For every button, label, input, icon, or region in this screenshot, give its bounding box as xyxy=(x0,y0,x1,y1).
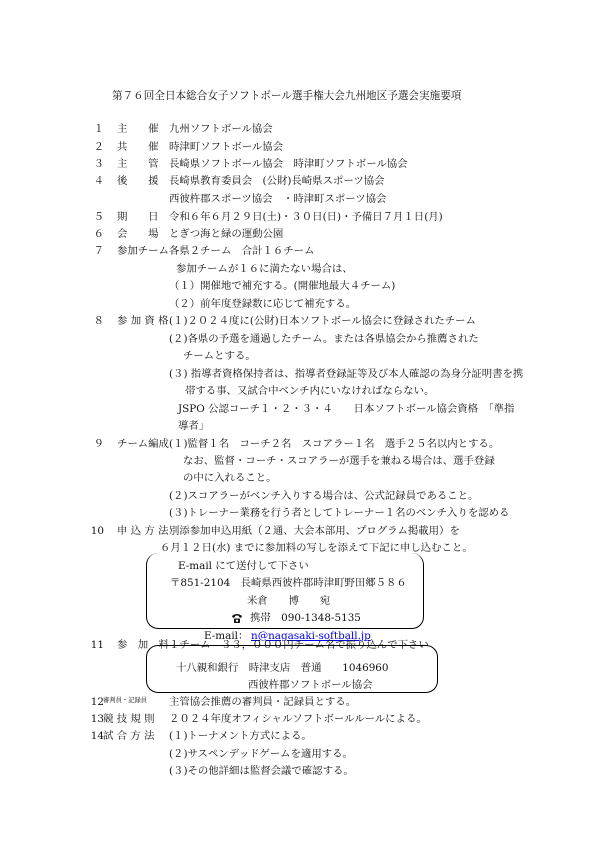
item-text: なお、監督・コーチ・スコアラーが選手を兼ねる場合は、選手登録 xyxy=(183,455,495,467)
item-label: 参 加 料 xyxy=(117,639,169,651)
item-text: (３) 指導者資格保持者は、指導者登録証等及び本人確認の為身分証明書を携 xyxy=(169,368,524,380)
item-text: 長崎県教育委員会 (公財)長崎県スポーツ協会 xyxy=(169,175,385,187)
item-text: チームとする。 xyxy=(183,350,256,362)
item-text: E-mail にて送付して下さい xyxy=(178,560,309,572)
item-text: ２０２４年度オフィシャルソフトボールルールによる。 xyxy=(169,713,427,725)
item-number: 10 xyxy=(90,525,104,537)
item-number: ９ xyxy=(93,438,104,450)
item-number: ２ xyxy=(93,141,104,153)
item-label: 参 加 資 格 xyxy=(117,315,169,327)
item-number: ６ xyxy=(93,228,104,240)
phone-icon xyxy=(231,612,243,624)
item-label: チーム編成 xyxy=(117,438,169,450)
item-text: とぎつ海と緑の運動公園 xyxy=(169,228,284,240)
item-number: 11 xyxy=(90,639,104,651)
item-text: 各県２チーム 合計１６チーム xyxy=(169,245,315,257)
item-text: １チーム ３３，０００円チーム名で振り込んで下さい xyxy=(169,639,429,651)
item-text: (２)スコアラーがベンチ入りする場合は、公式記録員であること。 xyxy=(169,490,479,502)
item-text: 九州ソフトボール協会 xyxy=(169,123,273,135)
item-number: ８ xyxy=(93,315,104,327)
item-number: ７ xyxy=(93,245,104,257)
document-title: 第７６回全日本総合女子ソフトボール選手権大会九州地区予選会実施要項 xyxy=(112,90,462,102)
bank-line: 十八親和銀行 時津支店 普通 1046960 xyxy=(176,662,389,674)
item-text: （２）前年度登録数に応じて補充する。 xyxy=(169,298,357,310)
item-number: 13 xyxy=(90,713,104,725)
contact-name: 米倉 博 宛 xyxy=(247,595,331,607)
bank-line: 西彼杵郡ソフトボール協会 xyxy=(248,679,373,691)
item-text: 長崎県ソフトボール協会 時津町ソフトボール協会 xyxy=(169,158,408,170)
item-text: (２)サスペンデッドゲームを適用する。 xyxy=(169,748,353,760)
item-text: 導者」 xyxy=(178,420,210,432)
item-number: ５ xyxy=(93,211,104,223)
item-text: 主管協会推薦の審判員・記録員とする。 xyxy=(169,696,357,708)
item-text: 時津町ソフトボール協会 xyxy=(169,141,284,153)
item-label: 参加チーム xyxy=(117,245,169,257)
item-text: JSPO 公認コーチ１・２・３・４ 日本ソフトボール協会資格 「準指 xyxy=(178,403,515,415)
item-label: 競 技 規 則 xyxy=(103,713,155,725)
item-label: 共 催 xyxy=(117,141,159,153)
item-text: 帯する事、又試合中ベンチ内にいなければならない。 xyxy=(185,385,435,397)
item-text: (３)トレーナー業務を行う者としてトレーナー１名のベンチ入りを認める xyxy=(169,507,510,519)
item-text: 令和６年６月２９日(土)・３０日(日)・予備日７月１日(月) xyxy=(169,211,443,223)
item-text: (３)その他詳細は監督会議で確認する。 xyxy=(169,765,354,777)
item-text: (１)２０２４度に(公財)日本ソフトボール協会に登録されたチーム xyxy=(169,315,476,327)
item-text: （１）開催地で補充する。(開催地最大４チーム) xyxy=(169,280,396,292)
item-number: ４ xyxy=(93,175,104,187)
item-text: の中に入れること。 xyxy=(183,472,277,484)
item-number: ３ xyxy=(93,158,104,170)
contact-email-link[interactable]: n@nagasaki-softball.jp xyxy=(251,630,371,642)
item-label: 期 日 xyxy=(117,211,159,223)
item-label: 審判員・記録員 xyxy=(103,697,148,704)
item-text: 別添参加申込用紙（２通、大会本部用、プログラム掲載用）を xyxy=(169,525,460,537)
item-label: 後 援 xyxy=(117,175,159,187)
item-label: 主 催 xyxy=(117,123,159,135)
item-text: ６月１２日(水) までに参加料の写しを添えて下記に申し込むこと。 xyxy=(160,542,473,554)
item-text: 参加チームが１６に満たない場合は、 xyxy=(176,263,353,275)
item-text: (１)監督１名 コーチ２名 スコアラー１名 選手２５名以内とする。 xyxy=(169,438,500,450)
item-text: 西彼杵郡スポーツ協会 ・時津町スポーツ協会 xyxy=(169,193,387,205)
item-text: (２)各県の予選を通過したチーム。または各県協会から推薦された xyxy=(169,333,479,345)
item-label: 申 込 方 法 xyxy=(117,525,169,537)
contact-phone: 携帯 090-1348-5135 xyxy=(250,612,361,624)
item-number: 14 xyxy=(90,730,104,742)
contact-email-label: E-mail： xyxy=(204,630,249,642)
item-text: (１)トーナメント方式による。 xyxy=(169,730,312,742)
contact-postal: 〒851-2104 長崎県西彼杵郡時津町野田郷５８６ xyxy=(170,577,407,589)
item-label: 主 管 xyxy=(117,158,159,170)
item-label: 会 場 xyxy=(117,228,159,240)
item-label: 試 合 方 法 xyxy=(103,730,155,742)
item-number: 12 xyxy=(90,696,104,708)
item-number: １ xyxy=(93,123,104,135)
